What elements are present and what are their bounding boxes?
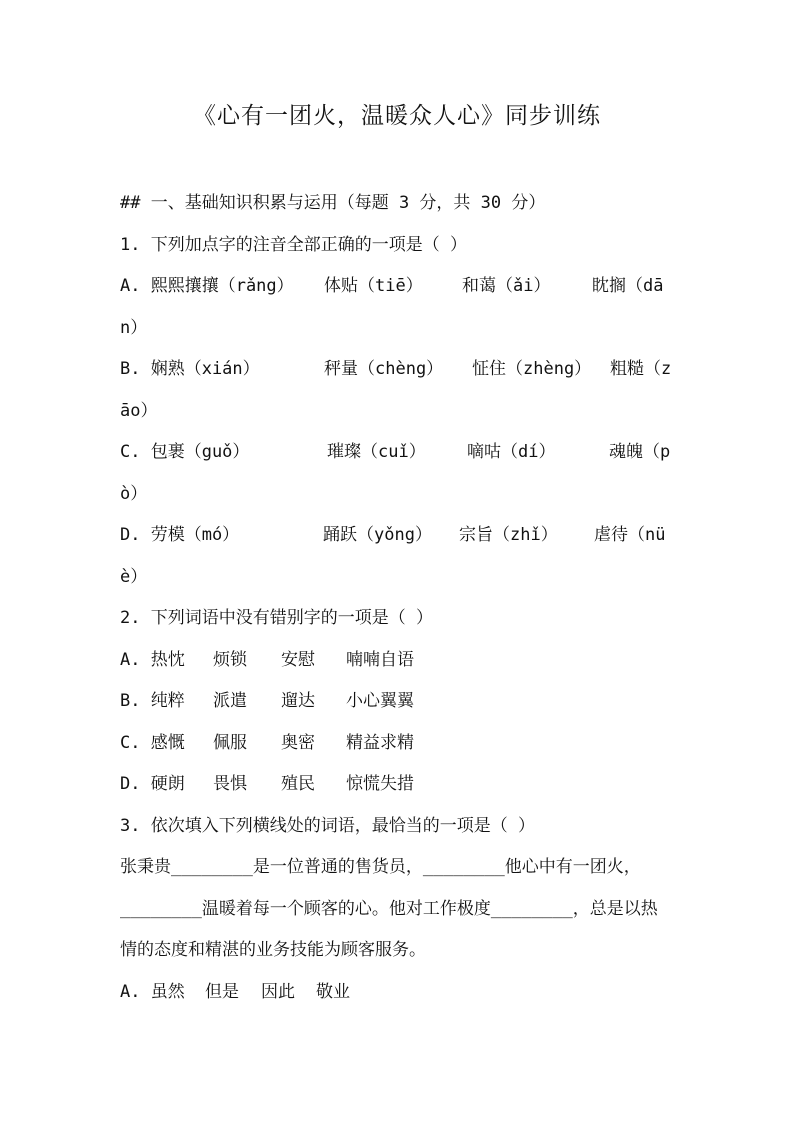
option-item: 和蔼（ǎi） [462, 276, 551, 296]
option-item: 璀璨（cuǐ） [327, 442, 426, 462]
question-3-passage-line-2: ________温暖着每一个顾客的心。他对工作极度________，总是以热 [120, 898, 658, 919]
option-item: 体贴（tiē） [324, 276, 423, 296]
option-item: 精益求精 [346, 732, 414, 753]
document-body [120, 183, 680, 1013]
option-item: 派遣 [213, 691, 247, 711]
option-item: D. 硬朗 [120, 774, 185, 794]
question-2-option-a [120, 640, 680, 682]
option-item: 喃喃自语 [346, 649, 414, 670]
option-item: 安慰 [281, 649, 315, 670]
option-item: 怔住（zhèng） [472, 359, 592, 379]
option-item: B. 娴熟（xián） [120, 359, 260, 379]
option-item: B. 纯粹 [120, 691, 185, 711]
question-1-option-c [120, 432, 680, 474]
question-3-passage-line-3: 情的态度和精湛的业务技能为顾客服务。 [120, 940, 426, 960]
question-1-option-a-wrap: n） [120, 317, 148, 338]
question-1-stem: 1. 下列加点字的注音全部正确的一项是（ ） [120, 234, 467, 255]
option-item: 畏惧 [213, 774, 247, 794]
option-item: C. 感慨 [120, 732, 185, 753]
option-item: 奥密 [281, 732, 315, 753]
option-item: 嘀咕（dí） [467, 442, 556, 462]
question-3-passage-line-1: 张秉贵________是一位普通的售货员，________他心中有一团火， [120, 857, 641, 877]
option-item: 宗旨（zhǐ） [459, 525, 558, 545]
option-item: 眈搁（dā [592, 276, 664, 296]
option-item: 敬业 [316, 981, 350, 1002]
document-title: 《心有一团火，温暖众人心》同步训练 [193, 103, 601, 129]
question-1-option-a [120, 266, 680, 308]
question-1-option-b [120, 349, 680, 391]
question-3-stem: 3. 依次填入下列横线处的词语，最恰当的一项是（ ） [120, 815, 535, 836]
question-2-option-b [120, 681, 680, 723]
option-item: 魂魄（p [609, 442, 671, 462]
option-item: 惊慌失措 [346, 774, 414, 794]
question-1-option-d-wrap: è） [120, 566, 148, 587]
option-item: 但是 [205, 981, 239, 1002]
option-item: 秤量（chèng） [324, 359, 444, 379]
question-1-option-b-wrap: āo） [120, 400, 158, 421]
question-3-option-a [120, 972, 680, 1014]
option-item: A. 热忱 [120, 649, 185, 670]
option-item: 因此 [261, 981, 295, 1002]
option-item: C. 包裹（guǒ） [120, 442, 250, 462]
option-item: 佩服 [213, 732, 247, 753]
question-1-option-c-wrap: ò） [120, 483, 148, 504]
option-item: 虐待（nü [594, 525, 666, 545]
question-1-option-d [120, 515, 680, 557]
option-item: 殖民 [281, 774, 315, 794]
question-2-option-d [120, 764, 680, 806]
option-item: 粗糙（z [610, 359, 672, 379]
option-item: A. 虽然 [120, 981, 185, 1002]
option-item: D. 劳模（mó） [120, 525, 240, 545]
section-heading: ## 一、基础知识积累与运用（每题 3 分，共 30 分） [120, 193, 546, 213]
option-item: 踊跃（yǒng） [323, 525, 432, 545]
option-item: 遛达 [281, 691, 315, 711]
option-item: 小心翼翼 [346, 691, 414, 711]
option-item: 烦锁 [213, 649, 247, 670]
question-2-stem: 2. 下列词语中没有错别字的一项是（ ） [120, 608, 433, 628]
option-item: A. 熙熙攘攘（rǎng） [120, 276, 294, 296]
question-2-option-c [120, 723, 680, 765]
